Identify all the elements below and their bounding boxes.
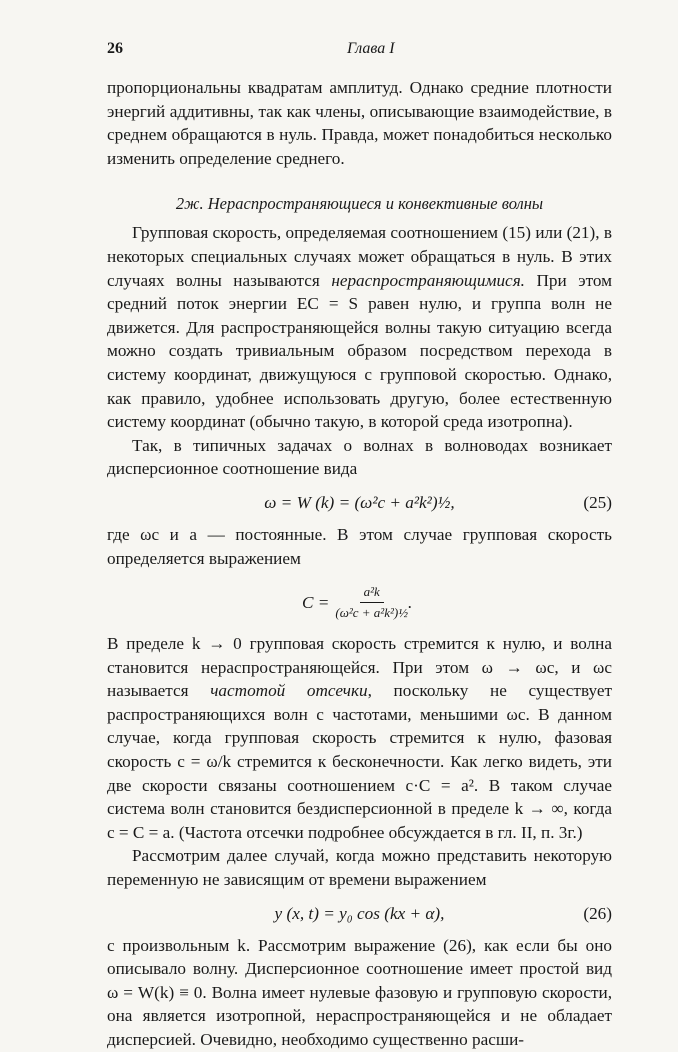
paragraph-arbitrary-k: с произвольным k. Рассмотрим выражение (26), как если бы оно описывало волну. Дисперсионное соотношение имеет простой вид ω = W(k) ≡ 0. Волна имеет нулевые фазовую и групповую скорости, она является изотропной, нераспространяющейся и не обладает дисперсией. Очевидно, необходимо существенно расши- — [107, 935, 612, 1049]
term-cutoff-frequency: частотой отсечки — [210, 681, 368, 701]
fraction-denominator: (ω²c + a²k²)½ — [335, 605, 408, 621]
fraction — [335, 584, 408, 621]
para4-text-a: В пределе k → 0 групповая скорость стремится к нулю, и волна становится нераспространяющейся. При этом ω → ωc, и ωc называется — [107, 634, 612, 701]
equation-25-number: (25) — [583, 492, 612, 512]
term-nonpropagating: нераспространяющимися. — [331, 270, 525, 290]
page-number: 26 — [107, 40, 123, 57]
section-title: 2ж. Нераспространяющиеся и конвективные волны — [175, 194, 544, 214]
equation-tail: . — [407, 592, 413, 612]
paragraph-continued: пропорциональны квадратам амплитуд. Однако средние плотности энергий аддитивны, так как члены, описывающие взаимодействие, в среднем обращаются в нуль. Правда, может понадобиться несколько изменить определение среднего. — [107, 78, 612, 168]
equation-26 — [107, 900, 612, 928]
equation-25 — [107, 489, 612, 517]
page-body — [107, 76, 612, 1052]
paragraph-constants: где ωc и a — постоянные. В этом случае групповая скорость определяется выражением — [107, 524, 612, 568]
para1-text-a: Групповая скорость, определяемая соотношением (15) или (21), в некоторых специальных случаях может обращаться в нуль. В этих случаях волны называются — [107, 223, 612, 290]
equation-lhs: C = — [302, 592, 330, 612]
para1-text-b: При этом средний поток энергии EC = S равен нулю, и группа волн не движется. Для распространяющейся волны такую ситуацию всегда можно создать тривиальным образом посредством перехода в систему координат, движущуюся с групповой скоростью. Однако, как правило, удобнее использовать другую, более естественную систему координат (обычно такую, в которой среда изотропна). — [107, 270, 612, 432]
chapter-title: Глава I — [347, 40, 395, 57]
equation-26-expression: y (x, t) = y₀ cos (kx + α), — [274, 903, 445, 923]
equation-26-number: (26) — [583, 903, 612, 923]
page-header — [107, 40, 612, 64]
paragraph-waveguides: Так, в типичных задачах о волнах в волноводах возникает дисперсионное соотношение вида — [107, 435, 612, 479]
para4-text-b: , поскольку не существует распространяющихся волн с частотами, меньшими ωc. В данном случае, когда групповая скорость стремится к нулю, фазовая скорость c = ω/k стремится к бесконечности. Как легко видеть, эти две скорости связаны соотношением c·C = a². В таком случае система волн становится бездисперсионной в пределе k → ∞, когда c = C = a. (Частота отсечки подробнее обсуждается в гл. II, п. 3г.) — [107, 681, 612, 842]
paragraph-time-independent: Рассмотрим далее случай, когда можно представить некоторую переменную не зависящим от времени выражением — [107, 846, 612, 890]
fraction-numerator: a²k — [360, 584, 384, 603]
equation-25-expression: ω = W (k) = (ω²c + a²k²)½, — [264, 492, 455, 512]
paragraph-cutoff — [107, 632, 612, 844]
paragraph-group-velocity — [107, 221, 612, 433]
equation-group-velocity — [107, 572, 612, 626]
